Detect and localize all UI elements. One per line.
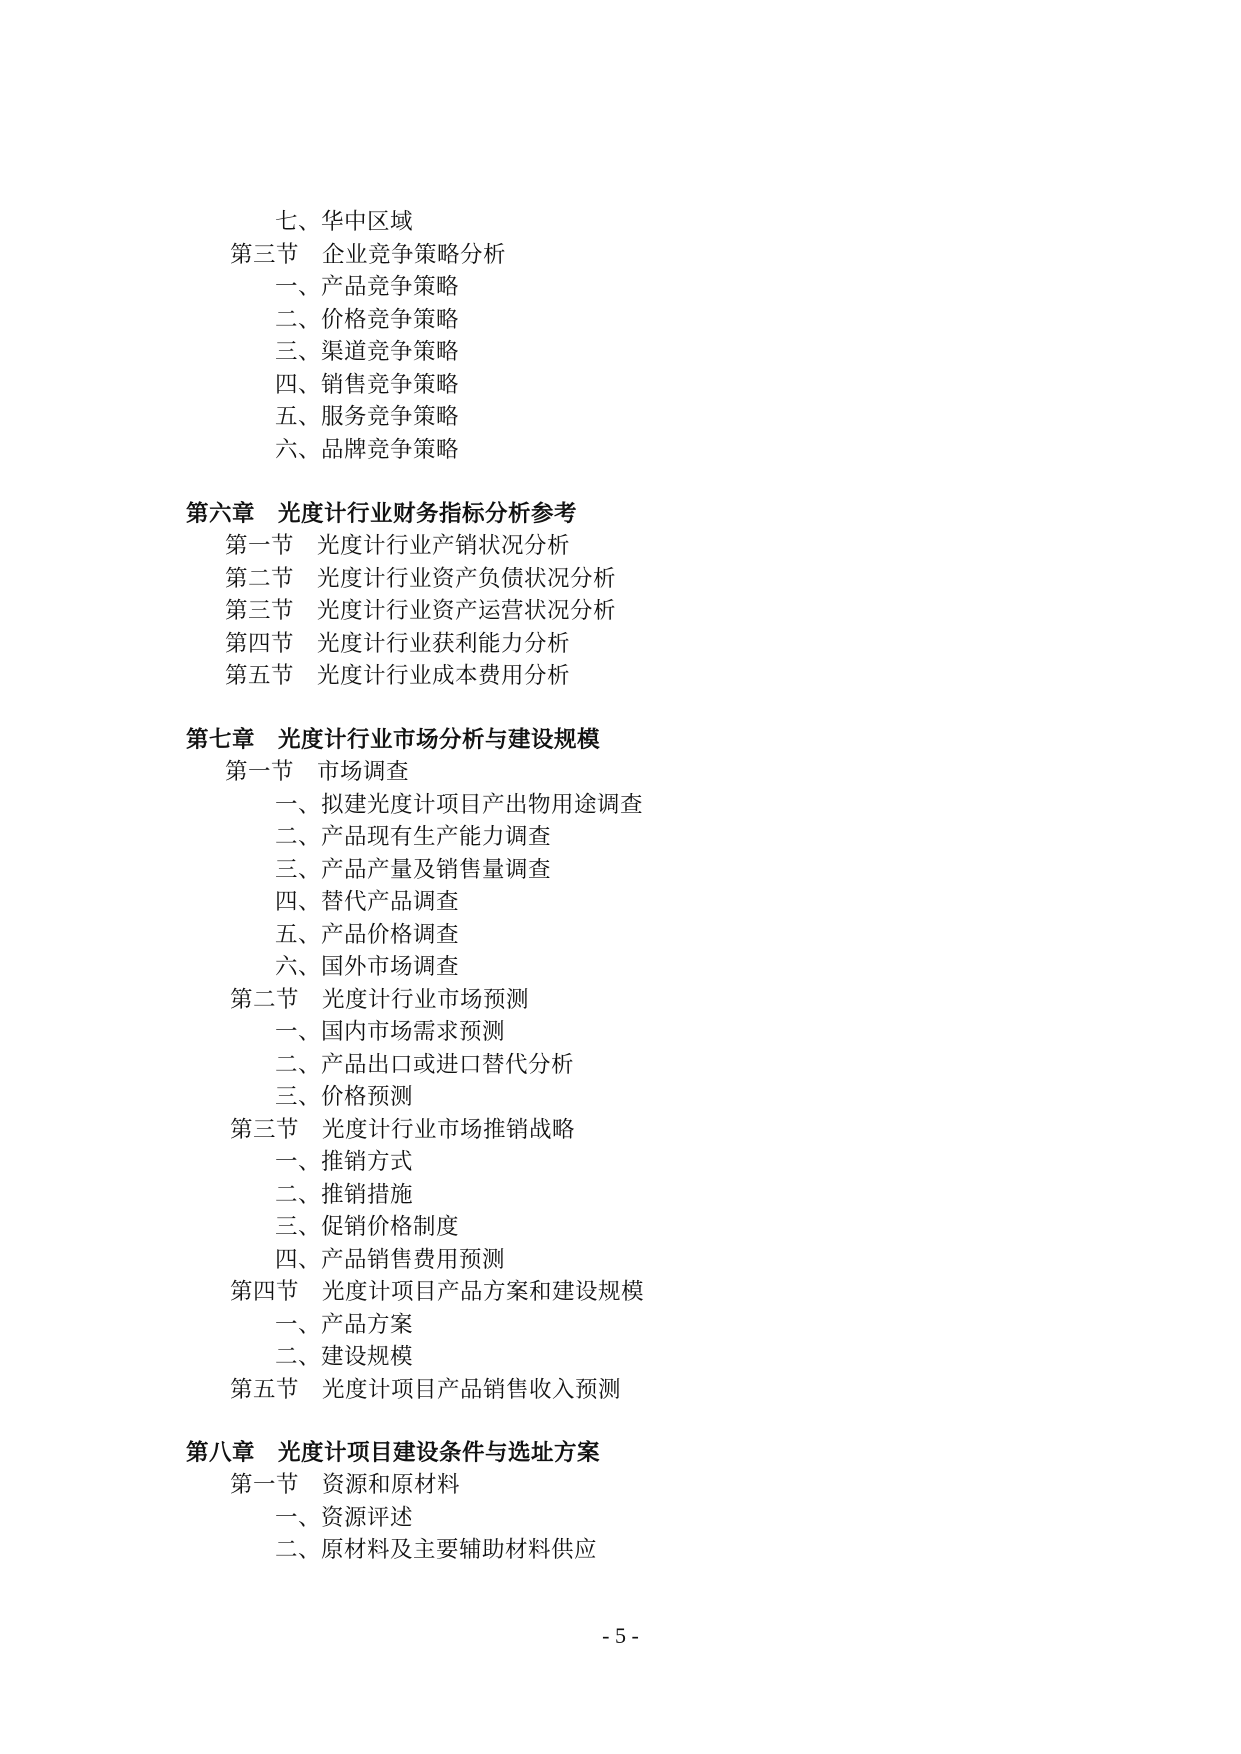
toc-item: 七、华中区域 <box>275 209 414 235</box>
toc-item: 四、销售竞争策略 <box>275 372 460 398</box>
toc-item: 四、产品销售费用预测 <box>275 1247 506 1273</box>
toc-section: 第三节 光度计行业市场推销战略 <box>230 1117 576 1143</box>
toc-item: 二、产品现有生产能力调查 <box>275 824 552 850</box>
toc-item: 五、产品价格调查 <box>275 922 460 948</box>
toc-section: 第三节 企业竞争策略分析 <box>230 242 507 268</box>
toc-item: 二、价格竞争策略 <box>275 307 460 333</box>
toc-item: 四、替代产品调查 <box>275 889 460 915</box>
toc-item: 三、价格预测 <box>275 1084 414 1110</box>
toc-chapter: 第八章 光度计项目建设条件与选址方案 <box>186 1440 601 1466</box>
toc-item: 二、原材料及主要辅助材料供应 <box>275 1537 598 1563</box>
toc-item: 一、推销方式 <box>275 1149 414 1175</box>
toc-section: 第四节 光度计行业获利能力分析 <box>225 631 571 657</box>
toc-item: 一、产品竞争策略 <box>275 274 460 300</box>
toc-item: 三、产品产量及销售量调查 <box>275 857 552 883</box>
toc-chapter: 第六章 光度计行业财务指标分析参考 <box>186 501 578 527</box>
toc-item: 一、国内市场需求预测 <box>275 1019 506 1045</box>
toc-section: 第五节 光度计行业成本费用分析 <box>225 663 571 689</box>
toc-section: 第三节 光度计行业资产运营状况分析 <box>225 598 617 624</box>
toc-item: 三、渠道竞争策略 <box>275 339 460 365</box>
toc-section: 第二节 光度计行业资产负债状况分析 <box>225 566 617 592</box>
toc-item: 一、资源评述 <box>275 1505 414 1531</box>
toc-section: 第一节 光度计行业产销状况分析 <box>225 533 571 559</box>
toc-item: 二、建设规模 <box>275 1344 414 1370</box>
toc-section: 第一节 资源和原材料 <box>230 1472 461 1498</box>
page-number: - 5 - <box>602 1623 639 1648</box>
toc-section: 第四节 光度计项目产品方案和建设规模 <box>230 1279 645 1305</box>
toc-item: 三、促销价格制度 <box>275 1214 460 1240</box>
toc-section: 第二节 光度计行业市场预测 <box>230 987 530 1013</box>
toc-item: 一、拟建光度计项目产出物用途调查 <box>275 792 644 818</box>
toc-item: 五、服务竞争策略 <box>275 404 460 430</box>
toc-item: 二、推销措施 <box>275 1182 414 1208</box>
toc-chapter: 第七章 光度计行业市场分析与建设规模 <box>186 727 601 753</box>
toc-section: 第一节 市场调查 <box>225 759 410 785</box>
toc-item: 六、国外市场调查 <box>275 954 460 980</box>
toc-item: 六、品牌竞争策略 <box>275 437 460 463</box>
toc-section: 第五节 光度计项目产品销售收入预测 <box>230 1377 622 1403</box>
toc-item: 一、产品方案 <box>275 1312 414 1338</box>
toc-item: 二、产品出口或进口替代分析 <box>275 1052 575 1078</box>
